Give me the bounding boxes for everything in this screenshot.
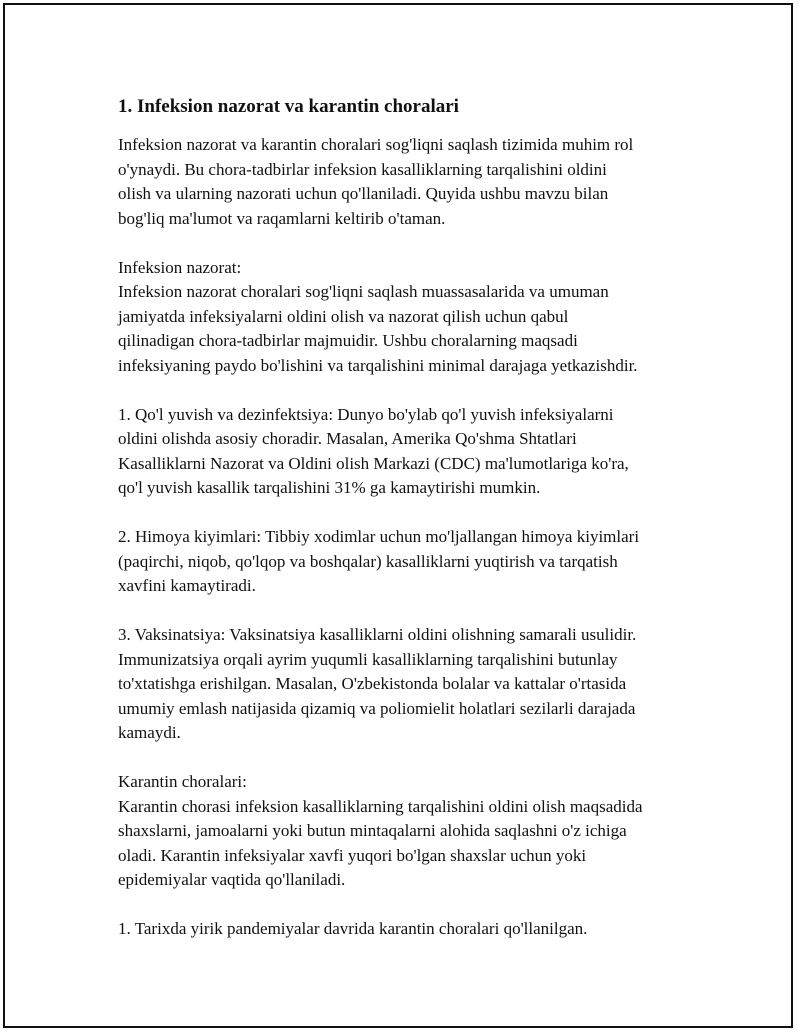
paragraph-spacer [118,893,718,918]
vaccination-paragraph: 3. Vaksinatsiya: Vaksinatsiya kasalliklarni oldini olishning samarali usulidir. Immunizatsiya orqali ayrim yuqumli kasalliklarning tarqalishini butunlay to'xtatishga erishilgan. Masalan, O'zbekistonda bolalar va kattalar o'rtasida umumiy emlash natijasida qizamiq va poliomielit holatlari sezilarli darajada kamaydi. [118,625,637,742]
quarantine-paragraph: Karantin choralari: Karantin chorasi infeksion kasalliklarning tarqalishini oldini olish maqsadida shaxslarni, jamoalarni yoki butun mintaqalarni alohida saqlashni o'z ichiga oladi. Karantin infeksiyalar xavfi yuqori bo'lgan shaxslar uchun yoki epidemiyalar vaqtida qo'llaniladi. [118,772,643,889]
paragraph-spacer [118,746,718,771]
infection-control-paragraph: Infeksion nazorat: Infeksion nazorat choralari sog'liqni saqlash muassasalarida va umuman jamiyatda infeksiyalarni oldini olish va nazorat qilish uchun qabul qilinadigan chora-tadbirlar majmuidir. Ushbu choralarning maqsadi infeksiyaning paydo bo'lishini va tarqalishini minimal darajaga yetkazishdir. [118,257,638,375]
pandemic-history-paragraph: 1. Tarixda yirik pandemiyalar davrida karantin choralari qo'llanilgan. [118,919,588,938]
paragraph-spacer [118,378,718,403]
handwashing-paragraph: 1. Qo'l yuvish va dezinfektsiya: Dunyo bo'ylab qo'l yuvish infeksiyalarni oldini olishda asosiy choradir. Masalan, Amerika Qo'shma Shtatlari Kasalliklarni Nazorat va Oldini olish Markazi (CDC) ma'lumotlariga ko'ra, qo'l yuvish kasallik tarqalishini 31% ga kamaytirishi mumkin. [118,404,629,497]
document-body [118,93,718,942]
paragraph-spacer [118,599,718,624]
document-title: 1. Infeksion nazorat va karantin choralari [118,96,459,117]
intro-paragraph: Infeksion nazorat va karantin choralari sog'liqni saqlash tizimida muhim rol o'ynaydi. Bu chora-tadbirlar infeksion kasalliklarning tarqalishini oldini olish va ularning nazorati uchun qo'llaniladi. Quyida ushbu mavzu bilan bog'liq ma'lumot va raqamlarni keltirib o'taman. [118,135,634,228]
paragraph-spacer [118,501,718,526]
paragraph-spacer [118,231,718,256]
protective-clothing-paragraph: 2. Himoya kiyimlari: Tibbiy xodimlar uchun mo'ljallangan himoya kiyimlari (paqirchi, niqob, qo'lqop va boshqalar) kasalliklarni yuqtirish va tarqatish xavfini kamaytiradi. [118,527,640,595]
